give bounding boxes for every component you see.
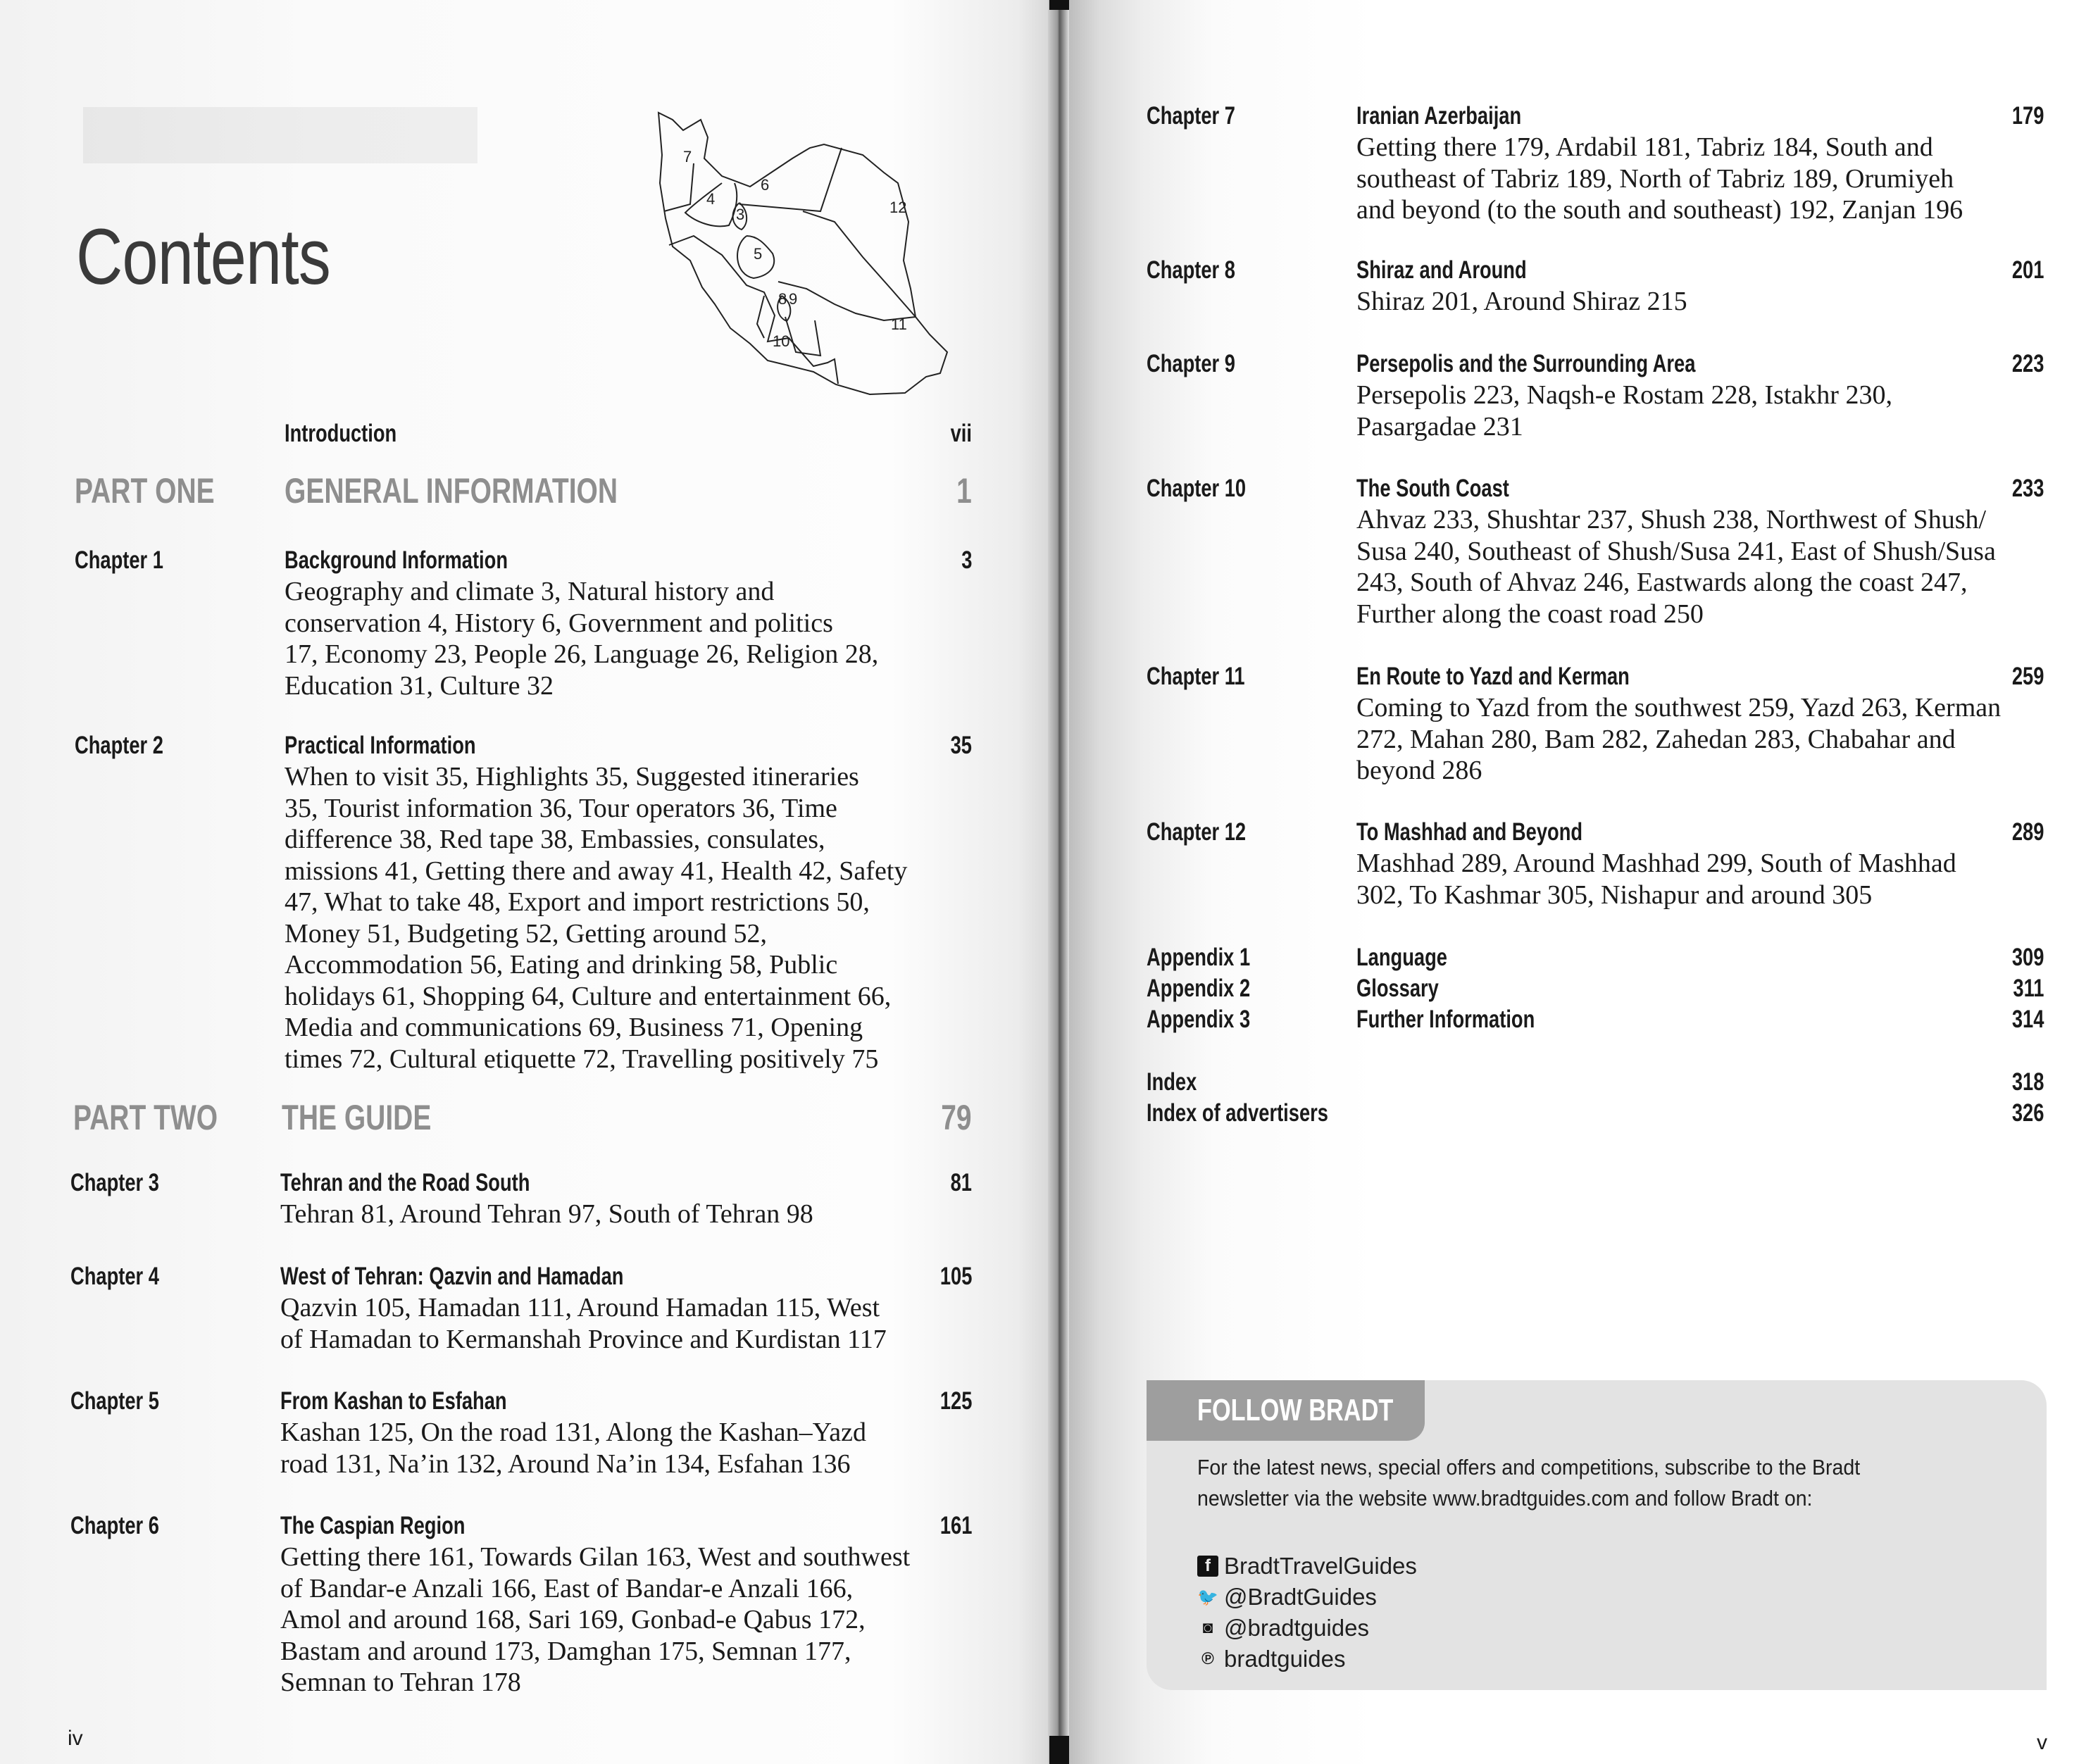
part-title: GENERAL INFORMATION [285, 471, 618, 511]
toc-chapter-row[interactable] [0, 732, 1049, 1074]
chapter-title: West of Tehran: Qazvin and Hamadan [280, 1263, 624, 1290]
map-label: 4 [706, 190, 716, 208]
chapter-page: 259 [2011, 663, 2044, 690]
map-label: 11 [891, 315, 907, 333]
follow-bradt-box [1147, 1380, 2047, 1690]
follow-text-line: For the latest news, special offers and competitions, subscribe to the Bradt [1197, 1455, 1861, 1480]
chapter-label: Appendix 3 [1147, 1006, 1251, 1033]
social-handle: @BradtGuides [1224, 1584, 1377, 1610]
chapter-label: Chapter 12 [1147, 818, 1247, 846]
chapter-sections-line: difference 38, Red tape 38, Embassies, consulates, [285, 825, 825, 854]
chapter-sections-line: Media and communications 69, Business 71, Opening [285, 1013, 863, 1042]
chapter-label: Chapter 4 [70, 1263, 159, 1290]
chapter-page: 314 [2011, 1006, 2044, 1033]
chapter-sections-line: southeast of Tabriz 189, North of Tabriz 189, Orumiyeh [1356, 163, 1954, 194]
map-border [739, 148, 842, 211]
chapter-sections-line: Bastam and around 173, Damghan 175, Semnan 177, [280, 1636, 851, 1666]
chapter-sections-line: conservation 4, History 6, Government and politics [285, 608, 833, 638]
index-label: Index [1147, 1068, 1197, 1096]
chapter-label: Chapter 8 [1147, 256, 1235, 284]
social-link[interactable] [1197, 1615, 1369, 1641]
toc-chapter-row[interactable] [0, 546, 1049, 701]
toc-page: vii [950, 420, 972, 447]
chapter-title: Further Information [1356, 1006, 1535, 1033]
chapter-label: Chapter 7 [1147, 102, 1235, 130]
map-label: 12 [889, 199, 907, 216]
part-page: 79 [941, 1098, 972, 1137]
toc-chapter-row[interactable] [0, 944, 2098, 979]
chapter-sections-line: missions 41, Getting there and away 41, Health 42, Safety [285, 856, 908, 886]
follow-text-line: newsletter via the website www.bradtguides.com and follow Bradt on: [1197, 1486, 1813, 1510]
page-number: iv [68, 1727, 83, 1750]
toc-chapter-row[interactable] [0, 1006, 2098, 1041]
chapter-sections-line: Semnan to Tehran 178 [280, 1668, 521, 1697]
chapter-sections-line: Further along the coast road 250 [1356, 599, 1704, 629]
chapter-title: Iranian Azerbaijan [1356, 102, 1522, 130]
chapter-sections-line: Education 31, Culture 32 [285, 670, 554, 701]
part-label: PART TWO [73, 1098, 218, 1137]
chapter-title: From Kashan to Esfahan [280, 1387, 507, 1415]
chapter-sections-line: 47, What to take 48, Export and import restrictions 50, [285, 887, 870, 917]
chapter-sections-line: beyond 286 [1356, 756, 1482, 785]
index-label: Index of advertisers [1147, 1099, 1328, 1127]
chapter-sections-line: of Hamadan to Kermanshah Province and Kurdistan 117 [280, 1324, 887, 1354]
map-label: 7 [683, 148, 692, 165]
social-link[interactable] [1197, 1646, 1345, 1672]
pinterest-icon: ℗ [1201, 1649, 1214, 1668]
twitter-icon: 🐦 [1197, 1587, 1218, 1607]
part-label: PART ONE [75, 471, 215, 511]
chapter-sections-line: Tehran 81, Around Tehran 97, South of Tehran 98 [280, 1199, 813, 1229]
chapter-title: En Route to Yazd and Kerman [1356, 663, 1630, 690]
chapter-page: 311 [2012, 975, 2044, 1002]
toc-introduction[interactable] [0, 420, 1049, 455]
chapter-sections-line: Getting there 161, Towards Gilan 163, West and southwest [280, 1542, 911, 1572]
index-page: 326 [2011, 1099, 2044, 1127]
social-link[interactable] [1197, 1553, 1417, 1580]
chapter-sections-line: Accommodation 56, Eating and drinking 58, Public [285, 950, 838, 980]
chapter-sections-line: Money 51, Budgeting 52, Getting around 52, [285, 918, 767, 949]
map-border [757, 296, 764, 338]
map-label: 6 [761, 176, 770, 194]
social-handle: BradtTravelGuides [1224, 1553, 1417, 1579]
chapter-title: Shiraz and Around [1356, 256, 1527, 284]
chapter-title: Background Information [285, 546, 508, 574]
toc-index-row[interactable] [0, 1099, 2098, 1134]
chapter-sections-line: Ahvaz 233, Shushtar 237, Shush 238, Northwest of Shush/ [1356, 505, 1987, 534]
chapter-label: Chapter 9 [1147, 350, 1235, 377]
chapter-page: 161 [939, 1512, 972, 1539]
map-border [664, 163, 694, 211]
chapter-title: Language [1356, 944, 1447, 971]
chapter-page: 81 [950, 1169, 972, 1196]
chapter-sections-line: Persepolis 223, Naqsh-e Rostam 228, Istakhr 230, [1356, 380, 1892, 410]
chapter-page: 201 [2011, 256, 2044, 284]
chapter-page: 105 [939, 1263, 972, 1290]
toc-chapter-row[interactable] [0, 1387, 1049, 1479]
chapter-title: Glossary [1356, 975, 1439, 1002]
chapter-sections-line: times 72, Cultural etiquette 72, Travelling positively 75 [285, 1044, 879, 1074]
chapter-label: Appendix 2 [1147, 975, 1251, 1002]
part-page: 1 [956, 471, 972, 511]
chapter-sections-line: Susa 240, Southeast of Shush/Susa 241, East of Shush/Susa [1356, 536, 1996, 566]
chapter-page: 309 [2011, 944, 2044, 971]
chapter-title: Persepolis and the Surrounding Area [1356, 350, 1696, 377]
chapter-sections-line: Mashhad 289, Around Mashhad 299, South of Mashhad [1356, 849, 1956, 878]
follow-heading-tab [1147, 1380, 1425, 1441]
chapter-label: Chapter 10 [1147, 475, 1247, 502]
chapter-label: Chapter 11 [1147, 663, 1245, 690]
chapter-page: 289 [2011, 818, 2044, 846]
chapter-page: 125 [939, 1387, 972, 1415]
chapter-sections-line: Kashan 125, On the road 131, Along the Kashan–Yazd [280, 1418, 867, 1447]
chapter-sections-line: Getting there 179, Ardabil 181, Tabriz 184, South and [1356, 132, 1933, 162]
chapter-label: Chapter 2 [75, 732, 163, 759]
chapter-page: 3 [961, 546, 972, 574]
chapter-sections-line: of Bandar-e Anzali 166, East of Bandar-e Anzali 166, [280, 1573, 854, 1603]
chapter-label: Chapter 5 [70, 1387, 159, 1415]
chapter-sections-line: Pasargadae 231 [1356, 411, 1523, 442]
chapter-title: Tehran and the Road South [280, 1169, 530, 1196]
follow-heading: FOLLOW BRADT [1197, 1393, 1394, 1427]
chapter-page: 179 [2011, 102, 2044, 130]
chapter-sections-line: road 131, Na’in 132, Around Na’in 134, Esfahan 136 [280, 1449, 851, 1479]
social-link[interactable] [1197, 1584, 1377, 1610]
map-label: 5 [754, 245, 763, 263]
map-label: 10 [773, 332, 790, 350]
chapter-title: The Caspian Region [280, 1512, 466, 1539]
chapter-label: Appendix 1 [1147, 944, 1251, 971]
toc-chapter-row[interactable] [0, 1169, 1049, 1229]
chapter-sections-line: 17, Economy 23, People 26, Language 26, Religion 28, [285, 639, 879, 669]
instagram-icon: ◙ [1202, 1618, 1213, 1637]
chapter-sections-line: When to visit 35, Highlights 35, Suggested itineraries [285, 762, 859, 792]
chapter-sections-line: holidays 61, Shopping 64, Culture and entertainment 66, [285, 981, 892, 1011]
chapter-page: 233 [2011, 475, 2044, 502]
map-label: 9 [789, 290, 798, 308]
page-title: Contents [76, 213, 331, 301]
toc-chapter-row[interactable] [0, 1263, 1049, 1354]
chapter-sections-line: Coming to Yazd from the southwest 259, Yazd 263, Kerman [1356, 693, 2002, 723]
part-title: THE GUIDE [282, 1098, 432, 1137]
map-label: 8 [778, 290, 787, 308]
social-handle: bradtguides [1224, 1646, 1346, 1672]
chapter-sections-line: 272, Mahan 280, Bam 282, Zahedan 283, Chabahar and [1356, 724, 1956, 754]
facebook-icon: f [1197, 1556, 1218, 1577]
chapter-label: Chapter 3 [70, 1169, 159, 1196]
toc-title: Introduction [285, 420, 397, 447]
chapter-page: 223 [2011, 350, 2044, 377]
toc-index-row[interactable] [0, 1068, 2098, 1103]
chapter-sections-line: 243, South of Ahvaz 246, Eastwards along the coast 247, [1356, 568, 1968, 597]
chapter-sections-line: and beyond (to the south and southeast) 192, Zanjan 196 [1356, 195, 1963, 225]
chapter-sections-line: 35, Tourist information 36, Tour operators 36, Time [285, 793, 837, 823]
page-number: v [2037, 1731, 2047, 1754]
chapter-label: Chapter 1 [75, 546, 163, 574]
chapter-title: To Mashhad and Beyond [1356, 818, 1583, 846]
chapter-title: The South Coast [1356, 475, 1509, 502]
chapter-sections-line: Shiraz 201, Around Shiraz 215 [1356, 287, 1687, 316]
chapter-sections-line: Geography and climate 3, Natural history and [285, 577, 775, 606]
map-label: 3 [736, 206, 745, 223]
chapter-sections-line: Amol and around 168, Sari 169, Gonbad-e Qabus 172, [280, 1605, 866, 1634]
social-handle: @bradtguides [1224, 1615, 1369, 1641]
chapter-sections-line: 302, To Kashmar 305, Nishapur and around 305 [1356, 880, 1873, 910]
chapter-label: Chapter 6 [70, 1512, 159, 1539]
chapter-sections-line: Qazvin 105, Hamadan 111, Around Hamadan 115, West [280, 1293, 880, 1322]
toc-chapter-row[interactable] [0, 1512, 1049, 1697]
index-page: 318 [2011, 1068, 2044, 1096]
chapter-title: Practical Information [285, 732, 476, 759]
chapter-page: 35 [950, 732, 972, 759]
toc-chapter-row[interactable] [0, 975, 2098, 1010]
